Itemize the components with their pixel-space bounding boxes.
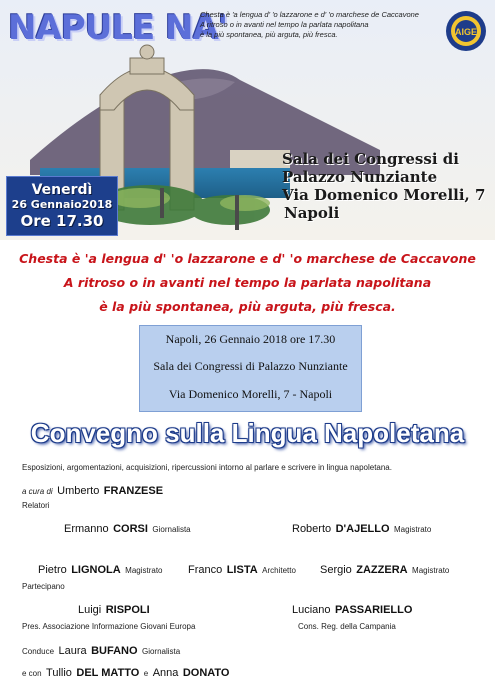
host-role: Giornalista (141, 647, 181, 656)
host-first: Laura (58, 645, 87, 657)
speaker-first: Franco (188, 564, 223, 576)
date-box (6, 176, 118, 236)
info-line-address: Via Domenico Morelli, 7 - Napoli (168, 387, 333, 401)
event-title: Convegno sulla Lingua Napoletana (30, 418, 465, 448)
participant-first: Luciano (292, 604, 331, 616)
participant-last: PASSARIELLO (335, 604, 413, 616)
speaker-role: Architetto (262, 566, 296, 575)
host-prefix: Conduce (22, 647, 55, 656)
closing-first2: Anna (152, 667, 179, 679)
partecipano-label: Partecipano (22, 582, 65, 591)
venue-line: Sala dei Congressi di (282, 150, 459, 168)
speaker-role: Magistrato (125, 566, 163, 575)
date-time: Ore 17.30 (20, 212, 104, 230)
red-quote (0, 247, 495, 319)
speaker-last: ZAZZERA (356, 564, 408, 576)
participant-first: Luigi (78, 604, 102, 616)
closing-prefix: e con (22, 669, 42, 678)
speaker (38, 560, 163, 578)
speaker-last: LIGNOLA (71, 564, 121, 576)
speaker (64, 519, 191, 537)
header-quote-line: A ritroso o in avanti nel tempo la parlata napolitana (200, 20, 369, 29)
participant-role: Cons. Reg. della Campania (298, 622, 396, 631)
speaker-role: Magistrato (394, 525, 432, 534)
speaker-first: Ermanno (64, 523, 109, 535)
header-quote-line: è la più spontanea, più arguta, più fresca. (200, 30, 338, 39)
curator-first: Umberto (57, 485, 100, 497)
closing-conj: e (143, 669, 149, 678)
association-logo (445, 10, 487, 52)
speaker (320, 560, 449, 578)
header-quote-line: Chesta è 'a lengua d' 'o lazzarone e d' 'o marchese de Caccavone (200, 10, 419, 19)
participant-last: RISPOLI (105, 604, 150, 616)
red-quote-line: è la più spontanea, più arguta, più fresca. (99, 299, 396, 314)
venue-line: Palazzo Nunziante (282, 168, 438, 186)
venue-line: Napoli (284, 204, 340, 222)
event-info-box (139, 325, 362, 412)
speaker (292, 519, 431, 537)
logo-text: AIGE (454, 27, 478, 37)
speaker (188, 560, 296, 578)
speaker-last: LISTA (226, 564, 258, 576)
red-quote-line: A ritroso o in avanti nel tempo la parlata napolitana (63, 275, 432, 290)
red-quote-line: Chesta è 'a lengua d' 'o lazzarone e d' 'o marchese de Caccavone (19, 251, 476, 266)
speaker-last: D'AJELLO (335, 523, 390, 535)
relatori-label: Relatori (22, 501, 50, 510)
participant (292, 600, 412, 618)
event-description: Esposizioni, argomentazioni, acquisizioni, ripercussioni intorno al parlare e scrivere in lingua napoletana. (22, 463, 392, 472)
speaker-first: Roberto (292, 523, 332, 535)
speaker-first: Sergio (320, 564, 352, 576)
venue-line: Via Domenico Morelli, 7 (282, 186, 486, 204)
host-last: BUFANO (91, 645, 138, 657)
speaker-first: Pietro (38, 564, 67, 576)
speaker-role: Giornalista (152, 525, 191, 534)
curator-prefix: a cura di (22, 487, 53, 496)
venue-block (282, 150, 492, 222)
closing-first1: Tullio (46, 667, 72, 679)
poster-title: NAPULE NA' (8, 8, 228, 48)
info-line-venue: Sala dei Congressi di Palazzo Nunziante (153, 359, 348, 373)
date-day: Venerdì (31, 182, 93, 198)
closing-last2: DONATO (182, 667, 230, 679)
participant (78, 600, 150, 618)
closing-line (22, 663, 230, 681)
curator-line (22, 481, 163, 499)
participant-role: Pres. Associazione Informazione Giovani Europa (22, 622, 196, 631)
curator-last: FRANZESE (103, 485, 164, 497)
host-line (22, 641, 180, 659)
header-quote (200, 10, 430, 40)
closing-last1: DEL MATTO (76, 667, 140, 679)
speaker-role: Magistrato (412, 566, 450, 575)
info-line-date: Napoli, 26 Gennaio 2018 ore 17.30 (165, 332, 336, 346)
speaker-last: CORSI (113, 523, 148, 535)
date-date: 26 Gennaio2018 (11, 198, 113, 211)
